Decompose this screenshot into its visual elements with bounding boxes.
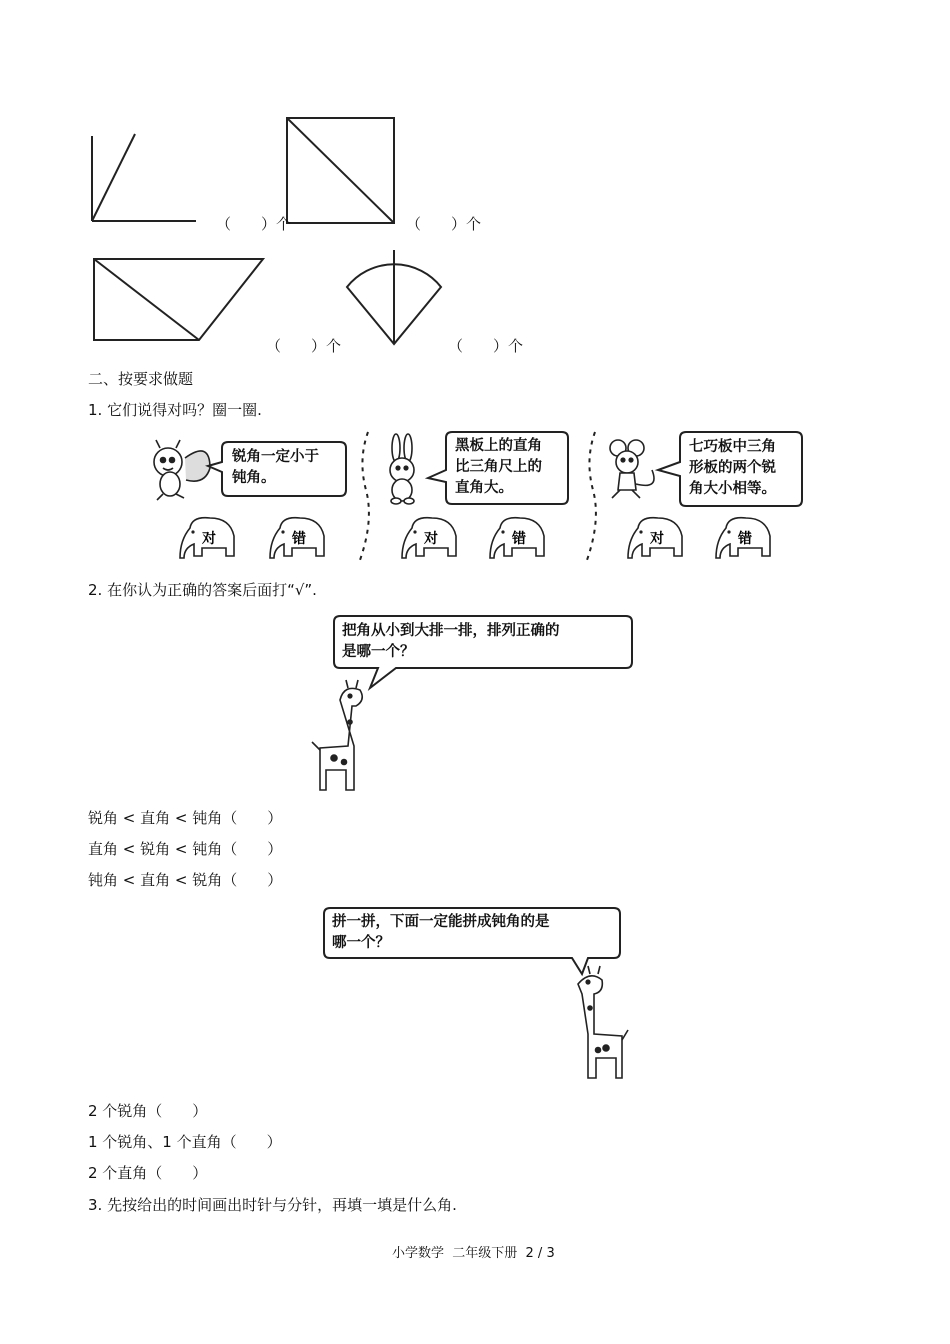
elephant-right-2[interactable] xyxy=(402,518,456,558)
label-right: 对 xyxy=(202,531,216,547)
label-wrong: 错 xyxy=(738,531,752,547)
figure-fan-shape xyxy=(347,250,441,344)
blank-fig1[interactable]: （ ）个 xyxy=(216,215,292,233)
giraffe-icon xyxy=(312,680,362,790)
option-b1[interactable]: 2 个锐角（ ） xyxy=(88,1102,208,1120)
label-right: 对 xyxy=(424,531,438,547)
blank-fig3[interactable]: （ ）个 xyxy=(266,337,342,355)
speech-bubble-giraffe-1: 把角从小到大排一排，排列正确的 是哪一个？ xyxy=(342,623,560,660)
option-a3[interactable]: 钝角 < 直角 < 锐角（ ） xyxy=(88,871,283,889)
elephant-wrong-1[interactable] xyxy=(270,518,324,558)
mouse-icon xyxy=(610,440,654,498)
figure-angle xyxy=(92,134,196,221)
option-a2[interactable]: 直角 < 锐角 < 钝角（ ） xyxy=(88,840,283,858)
figure-square-diagonal xyxy=(287,118,394,223)
elephant-choices xyxy=(0,510,950,572)
option-b3[interactable]: 2 个直角（ ） xyxy=(88,1164,208,1182)
label-wrong: 错 xyxy=(292,531,306,547)
speech-bubble-3: 七巧板中三角 形板的两个锐 角大小相等。 xyxy=(689,439,776,497)
option-b2[interactable]: 1 个锐角、1 个直角（ ） xyxy=(88,1133,282,1151)
question-1-title: 1. 它们说得对吗？圈一圈. xyxy=(88,401,262,419)
speech-bubble-1: 锐角一定小于 钝角。 xyxy=(232,449,319,486)
page-footer: 小学数学 二年级下册 2 / 3 xyxy=(392,1246,555,1261)
elephant-wrong-3[interactable] xyxy=(716,518,770,558)
question-2-title: 2. 在你认为正确的答案后面打“√”. xyxy=(88,581,317,599)
blank-fig2[interactable]: （ ）个 xyxy=(406,215,482,233)
question-3-title: 3. 先按给出的时间画出时针与分针，再填一填是什么角. xyxy=(88,1196,457,1214)
elephant-wrong-2[interactable] xyxy=(490,518,544,558)
squirrel-icon xyxy=(154,440,210,500)
giraffe-icon xyxy=(578,966,628,1078)
elephant-right-3[interactable] xyxy=(628,518,682,558)
angle-figures xyxy=(0,0,950,360)
label-right: 对 xyxy=(650,531,664,547)
elephant-right-1[interactable] xyxy=(180,518,234,558)
figure-trapezoid xyxy=(94,259,263,340)
speech-bubble-2: 黑板上的直角 比三角尺上的 直角大。 xyxy=(455,438,542,496)
speech-bubble-giraffe-2: 拼一拼，下面一定能拼成钝角的是 哪一个？ xyxy=(332,914,550,951)
rabbit-icon xyxy=(390,434,414,504)
blank-fig4[interactable]: （ ）个 xyxy=(448,337,524,355)
label-wrong: 错 xyxy=(512,531,526,547)
section-heading: 二、按要求做题 xyxy=(88,370,194,388)
option-a1[interactable]: 锐角 < 直角 < 钝角（ ） xyxy=(88,809,283,827)
